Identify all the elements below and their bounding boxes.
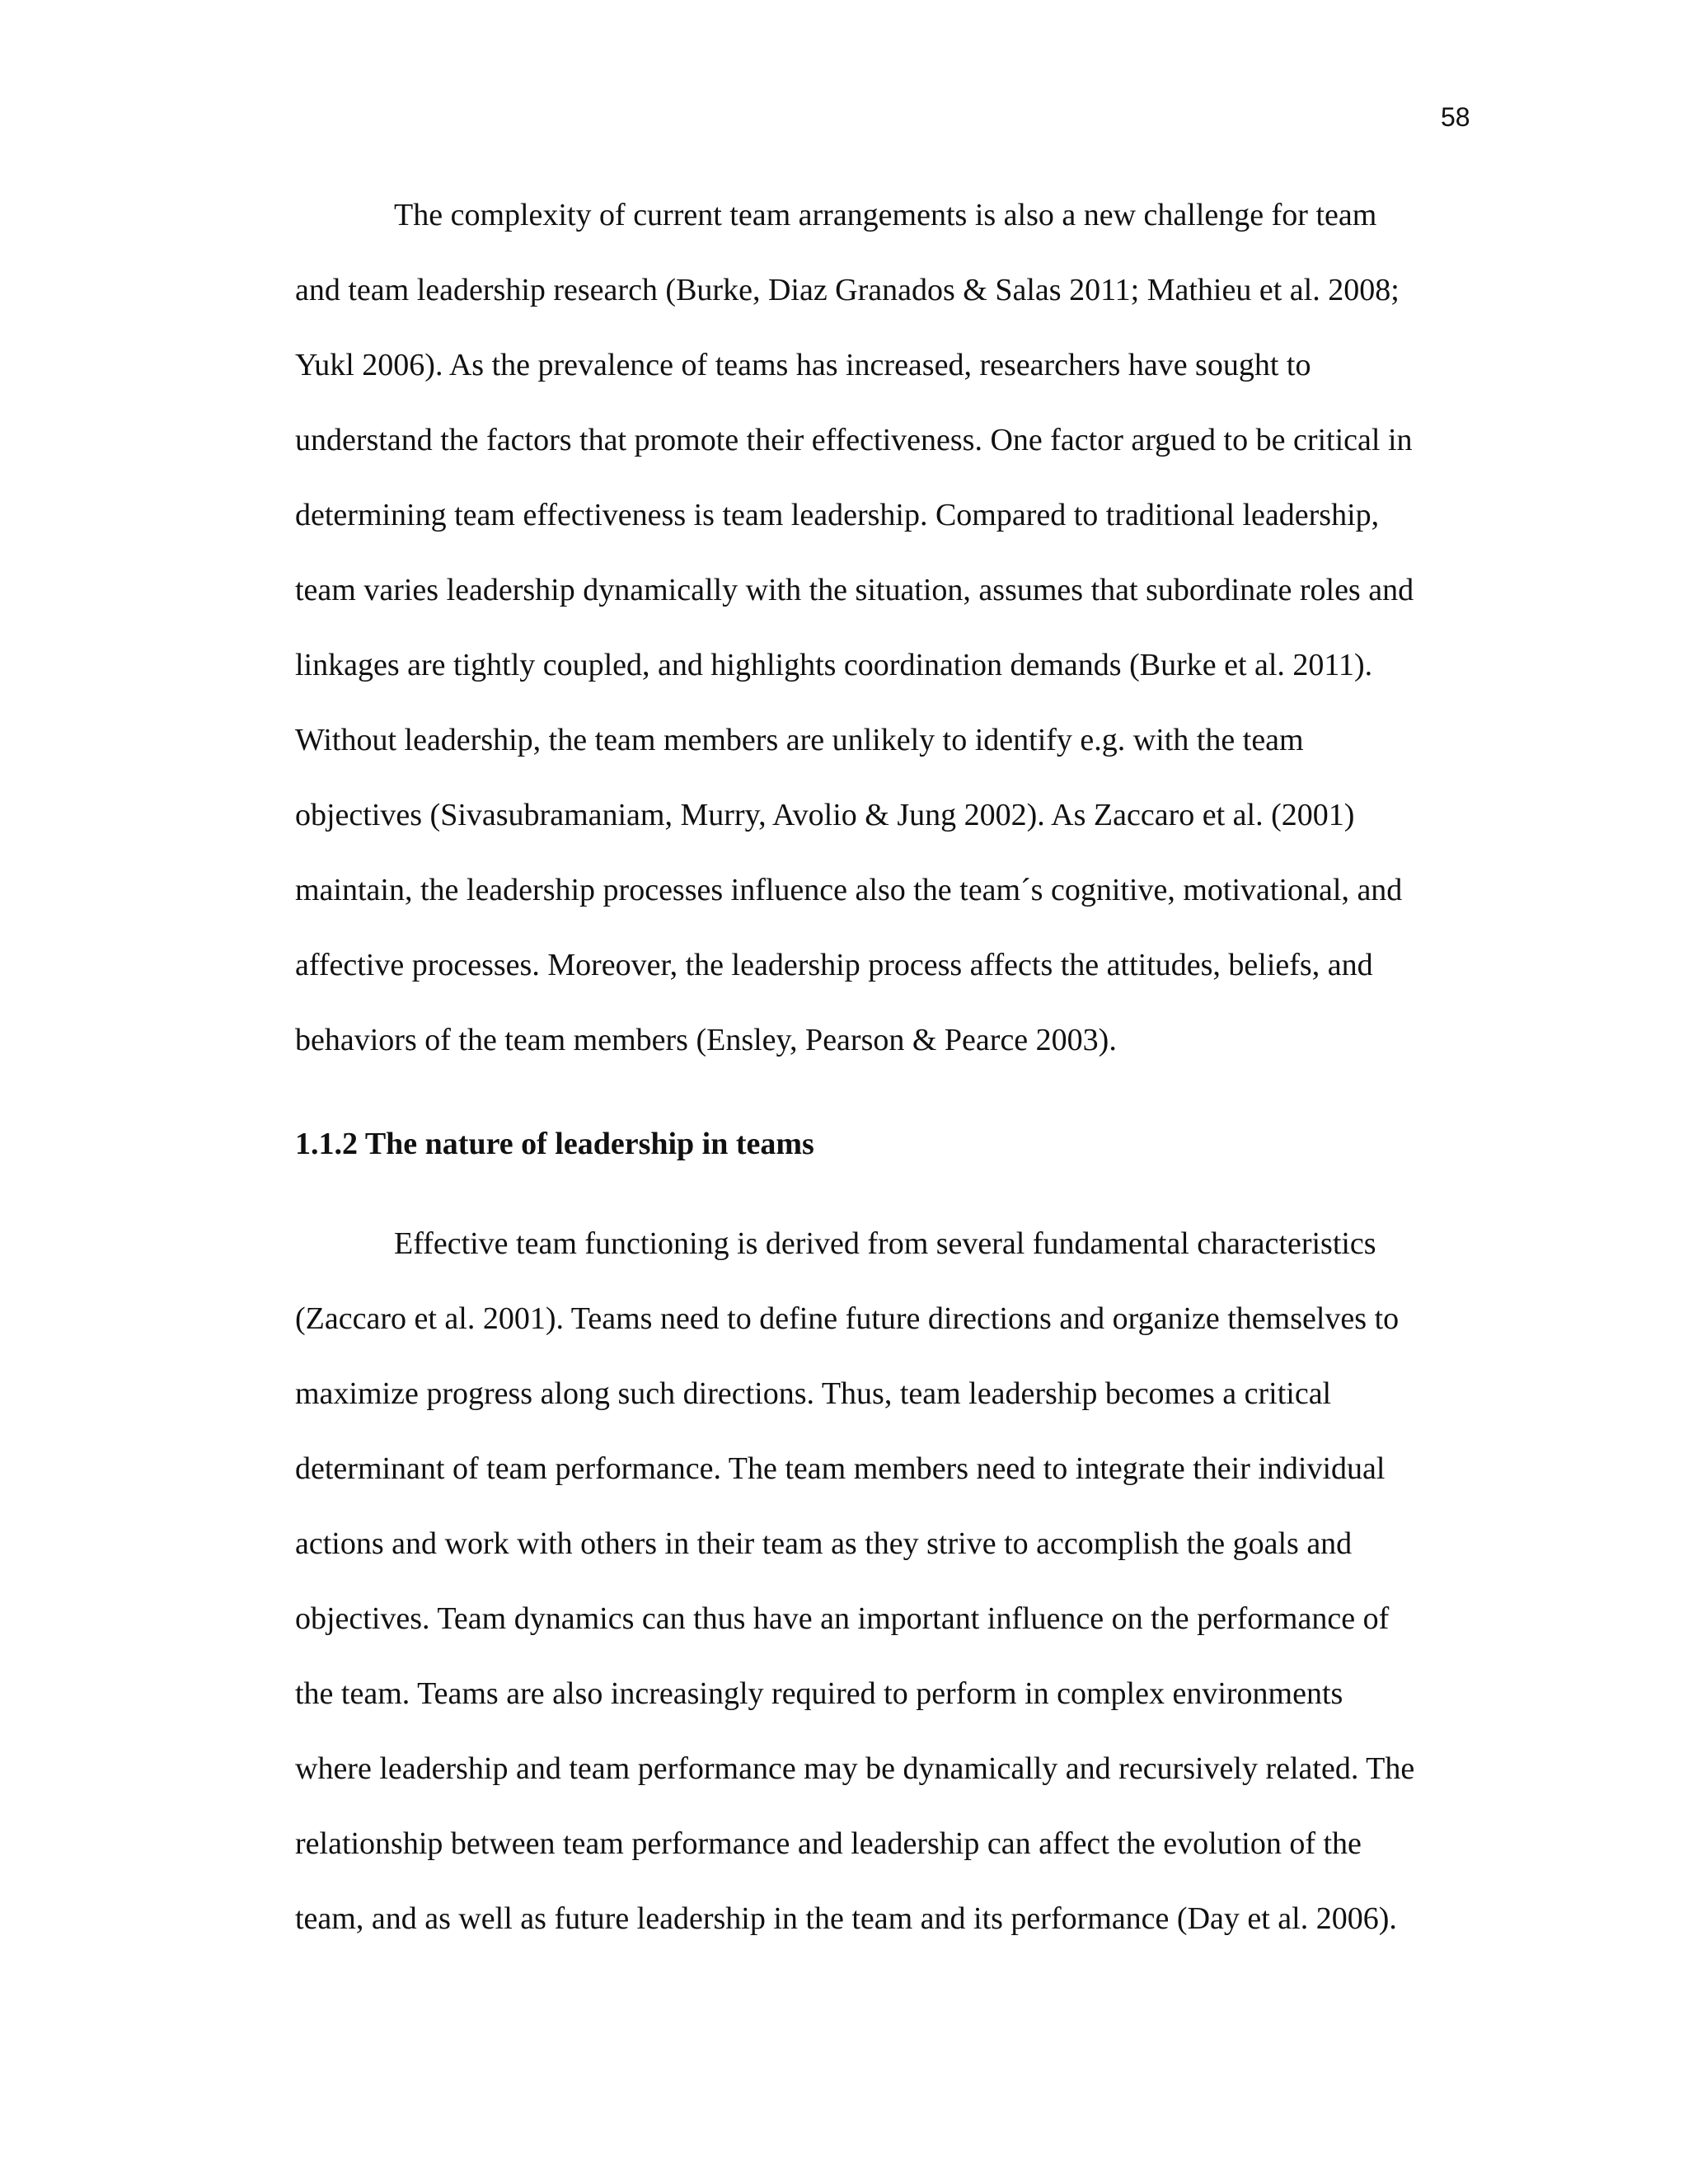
paragraph-2-line: determinant of team performance. The team members need to integrate their individual [295, 1451, 1386, 1486]
paragraph-1-line: objectives (Sivasubramaniam, Murry, Avolio & Jung 2002). As Zaccaro et al. (2001) [295, 798, 1355, 832]
paragraph-2-line: actions and work with others in their team as they strive to accomplish the goals and [295, 1526, 1353, 1561]
paragraph-2-line: Effective team functioning is derived from several fundamental characteristics [394, 1226, 1376, 1261]
paragraph-1-line: and team leadership research (Burke, Diaz Granados & Salas 2011; Mathieu et al. 2008; [295, 273, 1400, 307]
paragraph-1-line: linkages are tightly coupled, and highlights coordination demands (Burke et al. 2011). [295, 648, 1373, 682]
paragraph-1-line: Without leadership, the team members are unlikely to identify e.g. with the team [295, 723, 1304, 757]
paragraph-2-line: the team. Teams are also increasingly required to perform in complex environments [295, 1676, 1343, 1711]
page-number: 58 [1441, 102, 1470, 132]
paragraph-1-line: team varies leadership dynamically with the situation, assumes that subordinate roles and [295, 573, 1414, 607]
paragraph-2-line: relationship between team performance and leadership can affect the evolution of the [295, 1826, 1362, 1861]
section-heading: 1.1.2 The nature of leadership in teams [295, 1127, 814, 1161]
paragraph-1-line: The complexity of current team arrangements is also a new challenge for team [394, 198, 1377, 232]
paragraph-1-line: maintain, the leadership processes influence also the team´s cognitive, motivational, and [295, 873, 1403, 907]
paragraph-2-line: objectives. Team dynamics can thus have an important influence on the performance of [295, 1601, 1390, 1636]
paragraph-1-line: behaviors of the team members (Ensley, Pearson & Pearce 2003). [295, 1023, 1117, 1057]
paragraph-1-line: affective processes. Moreover, the leadership process affects the attitudes, beliefs, and [295, 948, 1373, 982]
paragraph-1-line: understand the factors that promote their effectiveness. One factor argued to be critical in [295, 423, 1413, 457]
paragraph-2-line: team, and as well as future leadership in the team and its performance (Day et al. 2006). [295, 1901, 1397, 1936]
paragraph-2-line: (Zaccaro et al. 2001). Teams need to define future directions and organize themselves to [295, 1301, 1400, 1336]
paragraph-2-line: where leadership and team performance may be dynamically and recursively related. The [295, 1751, 1415, 1786]
paragraph-1-line: determining team effectiveness is team leadership. Compared to traditional leadership, [295, 498, 1380, 532]
paragraph-1-line: Yukl 2006). As the prevalence of teams has increased, researchers have sought to [295, 348, 1311, 382]
paragraph-2-line: maximize progress along such directions. Thus, team leadership becomes a critical [295, 1376, 1332, 1411]
